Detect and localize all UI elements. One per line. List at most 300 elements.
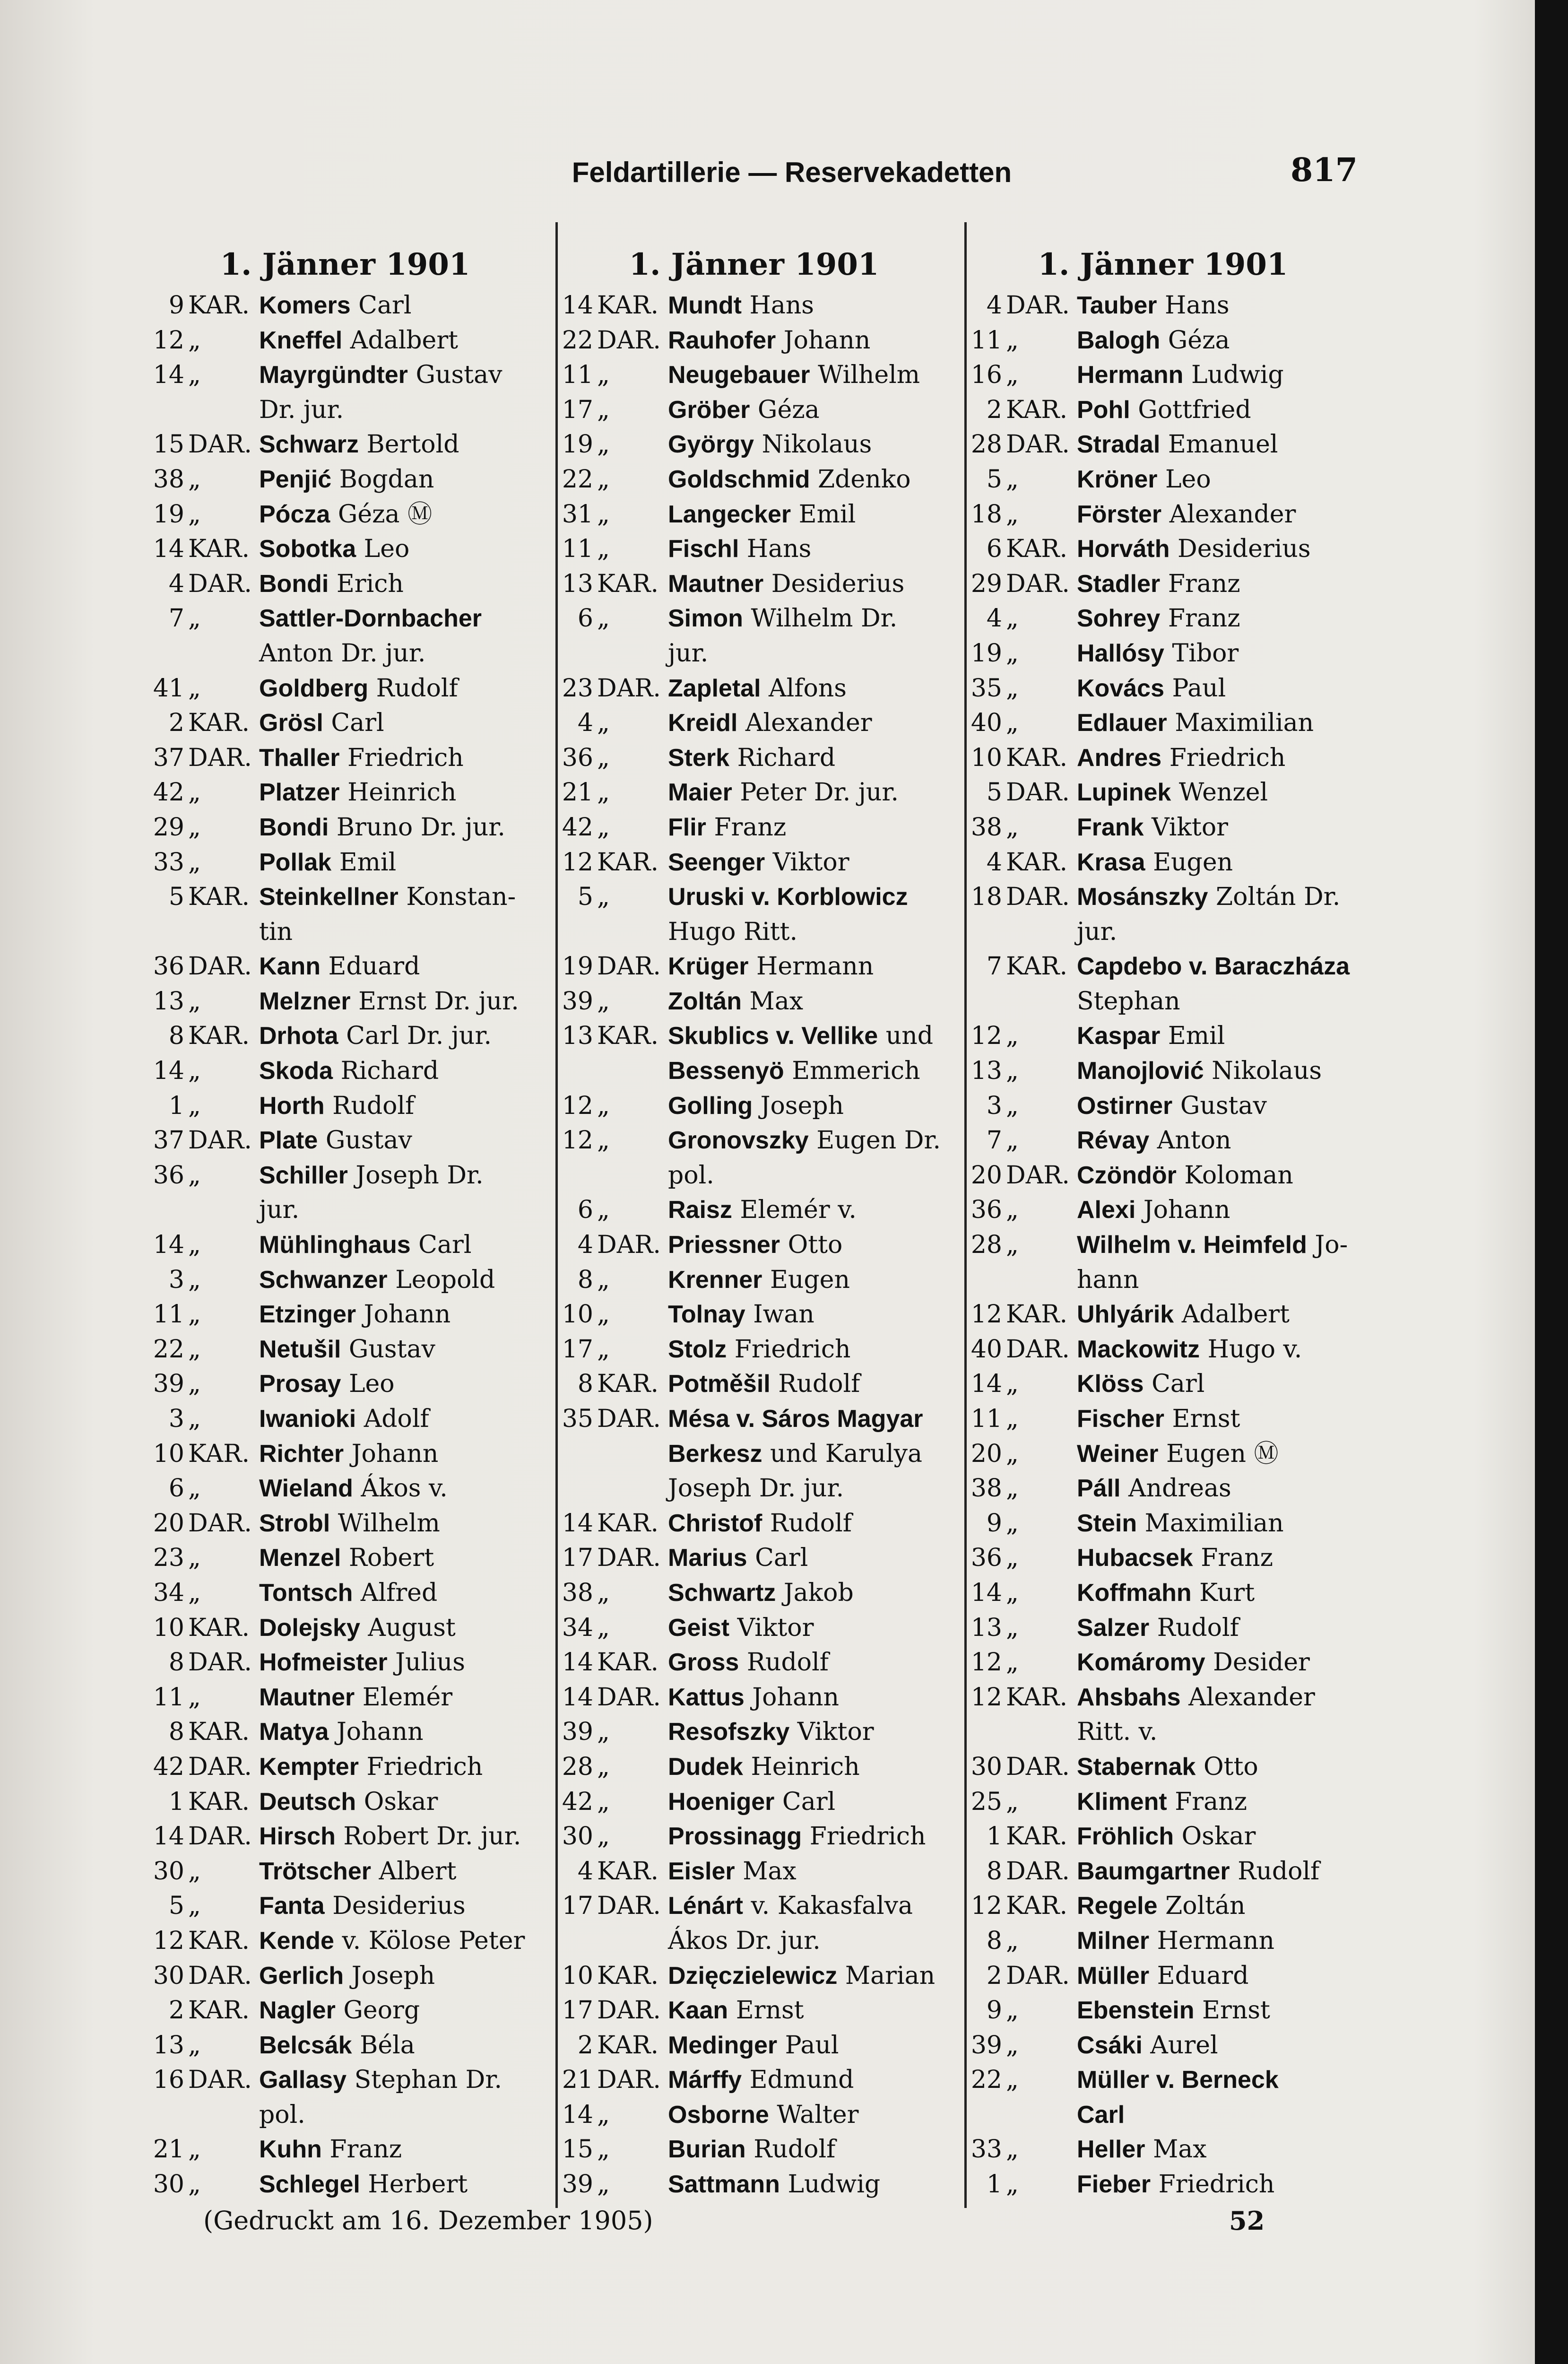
given-name: jur.	[1077, 917, 1118, 946]
surname: Richter	[259, 1440, 344, 1468]
cadet-name	[668, 1680, 957, 1715]
unit-number: 12	[970, 1892, 1002, 1921]
cadet-name	[1077, 636, 1366, 671]
unit-number: 9	[986, 1996, 1002, 2025]
list-item	[142, 2098, 548, 2133]
cadet-name	[668, 1889, 957, 1924]
given-name: und	[885, 1022, 933, 1051]
surname: Révay	[1077, 1127, 1150, 1155]
given-name: Desiderius	[771, 569, 905, 598]
cadet-name	[668, 1367, 957, 1402]
unit-number: 36	[562, 743, 593, 772]
cadet-name	[259, 845, 548, 880]
unit-number: 42	[153, 1752, 184, 1781]
list-item	[960, 810, 1366, 845]
list-item	[142, 1263, 548, 1298]
surname: Kaan	[668, 1997, 728, 2025]
unit-type: „	[188, 500, 201, 529]
cadet-name	[259, 1576, 548, 1611]
page-header: Feldartillerie — Reservekadetten	[572, 156, 1012, 188]
list-item	[551, 1193, 957, 1228]
unit-number: 22	[562, 326, 593, 355]
given-name: Alfred	[360, 1578, 438, 1607]
surname: Kovács	[1077, 674, 1164, 702]
surname: Simon	[668, 605, 743, 633]
cadet-name	[259, 671, 548, 706]
given-name: Gustav	[348, 1335, 435, 1364]
list-item	[551, 288, 957, 323]
unit-number: 10	[562, 1300, 593, 1329]
given-name: Carl	[755, 1544, 808, 1573]
surname: Gerlich	[259, 1962, 344, 1990]
given-name: Heinrich	[347, 778, 457, 807]
unit-type: „	[188, 361, 201, 390]
unit-type: KAR.	[188, 709, 250, 738]
unit-number: 13	[153, 2031, 184, 2060]
unit-number: 42	[562, 813, 593, 842]
unit-type: „	[188, 1857, 201, 1886]
unit-number: 14	[562, 1683, 593, 1712]
unit-type: „	[188, 465, 201, 494]
cadet-name	[668, 1854, 957, 1889]
cadet-name	[259, 775, 548, 810]
given-name: Franz	[1201, 1544, 1273, 1573]
cadet-name	[1077, 393, 1366, 428]
given-name: Ludwig	[788, 2170, 881, 2199]
unit-number: 14	[153, 1822, 184, 1851]
given-name: Aurel	[1150, 2031, 1218, 2060]
list-item	[551, 810, 957, 845]
unit-number	[551, 915, 593, 950]
cadet-name	[259, 358, 548, 393]
unit-type: „	[1006, 361, 1019, 390]
cadet-name	[1077, 2098, 1366, 2133]
cadet-name	[259, 1645, 548, 1680]
cadet-name	[668, 1541, 957, 1576]
list-item	[142, 741, 548, 776]
list-item	[960, 427, 1366, 462]
unit-type: „	[597, 778, 610, 807]
unit-number: 17	[562, 1996, 593, 2025]
unit-number: 13	[153, 987, 184, 1016]
given-name: Desider	[1213, 1648, 1310, 1677]
surname: Förster	[1077, 500, 1162, 528]
cadet-name	[1077, 845, 1366, 880]
surname: Berkesz	[668, 1440, 762, 1468]
unit-type: DAR.	[597, 1892, 661, 1921]
surname: Prossinagg	[668, 1823, 802, 1851]
cadet-name	[668, 1506, 957, 1541]
unit-number: 5	[577, 883, 593, 912]
unit-number: 2	[986, 395, 1002, 424]
cadet-name	[1077, 358, 1366, 393]
surname: Strobl	[259, 1509, 330, 1537]
unit-type: DAR.	[188, 1752, 252, 1781]
unit-type: „	[1006, 1996, 1019, 2025]
unit-type: KAR.	[597, 1648, 658, 1677]
cadet-name	[1077, 1959, 1366, 1994]
cadet-name	[259, 949, 548, 984]
unit-type: „	[188, 1057, 201, 1086]
list-item	[960, 706, 1366, 741]
cadet-name	[1077, 949, 1366, 984]
unit-type: „	[597, 1787, 610, 1816]
list-item	[960, 1680, 1366, 1715]
given-name: Max	[749, 987, 804, 1016]
unit-type: DAR.	[1006, 1161, 1070, 1190]
page-number: 817	[1291, 151, 1358, 189]
cadet-name	[1077, 1541, 1366, 1576]
unit-number: 28	[970, 430, 1002, 459]
given-name: Paul	[785, 2031, 839, 2060]
list-item	[551, 1889, 957, 1924]
given-name: Rudolf	[332, 1091, 415, 1120]
list-item	[142, 288, 548, 323]
cadet-name	[1077, 2132, 1366, 2167]
surname: Weiner	[1077, 1440, 1159, 1468]
unit-type: DAR.	[1006, 1961, 1070, 1990]
list-item	[551, 567, 957, 602]
unit-type: „	[1006, 1509, 1019, 1538]
unit-type: „	[597, 1822, 610, 1851]
unit-type: „	[188, 1335, 201, 1364]
cadet-name	[668, 845, 957, 880]
cadet-name	[1077, 1785, 1366, 1820]
surname: Mühlinghaus	[259, 1231, 411, 1259]
given-name: Rudolf	[778, 1370, 860, 1399]
surname: Frank	[1077, 813, 1144, 841]
given-name: Robert Dr. jur.	[343, 1822, 521, 1851]
given-name: Emil	[1168, 1022, 1225, 1051]
list-item	[142, 1645, 548, 1680]
unit-type: KAR.	[188, 1787, 250, 1816]
unit-type: „	[188, 778, 201, 807]
list-item	[142, 1541, 548, 1576]
list-item	[142, 393, 548, 428]
given-name: Géza	[1168, 326, 1230, 355]
list-item	[960, 1854, 1366, 1889]
given-name: Albert	[379, 1857, 457, 1886]
surname: Maier	[668, 779, 732, 807]
surname: Belcsák	[259, 2031, 352, 2059]
list-item	[960, 1158, 1366, 1193]
list-item	[142, 1158, 548, 1193]
unit-type	[184, 1193, 259, 1228]
given-name: Ernst Dr. jur.	[358, 987, 519, 1016]
unit-number: 7	[168, 604, 184, 633]
cadet-name	[259, 393, 548, 428]
list-item	[551, 1924, 957, 1959]
list-item	[142, 1576, 548, 1611]
unit-number: 36	[970, 1196, 1002, 1225]
list-item	[551, 1228, 957, 1263]
given-name: Hans	[746, 535, 812, 564]
list-item	[960, 323, 1366, 358]
unit-type: DAR.	[188, 1126, 252, 1155]
surname: Kempter	[259, 1753, 359, 1781]
surname: Seenger	[668, 848, 765, 876]
list-item	[142, 984, 548, 1019]
cadet-name	[1077, 1576, 1366, 1611]
surname: Resofszky	[668, 1718, 790, 1746]
given-name: August	[368, 1613, 456, 1642]
unit-number: 19	[562, 430, 593, 459]
cadet-name	[259, 1680, 548, 1715]
list-item	[960, 2132, 1366, 2167]
cadet-name	[259, 462, 548, 497]
given-name: Oskar	[1181, 1822, 1256, 1851]
surname: Mautner	[259, 1683, 355, 1711]
unit-number: 21	[562, 778, 593, 807]
unit-number: 23	[153, 1544, 184, 1573]
surname: Fanta	[259, 1892, 325, 1920]
list-item	[551, 1645, 957, 1680]
given-name: Stephan	[1077, 987, 1180, 1016]
list-item	[960, 462, 1366, 497]
list-item	[551, 984, 957, 1019]
unit-number: 3	[986, 1091, 1002, 1120]
list-item	[142, 1854, 548, 1889]
surname: Lupinek	[1077, 779, 1171, 807]
surname: Flir	[668, 813, 706, 841]
given-name: Julius	[395, 1648, 465, 1677]
surname: Uruski v. Korblowicz	[668, 883, 908, 911]
surname: Etzinger	[259, 1301, 356, 1329]
given-name: Emanuel	[1168, 430, 1278, 459]
list-item	[960, 288, 1366, 323]
unit-type: „	[1006, 1231, 1019, 1260]
surname: Lénárt	[668, 1892, 743, 1920]
cadet-name	[1077, 741, 1366, 776]
unit-number: 14	[970, 1578, 1002, 1607]
unit-type: KAR.	[1006, 535, 1067, 564]
unit-type: KAR.	[188, 1718, 250, 1747]
surname: Kaspar	[1077, 1022, 1161, 1050]
surname: Medinger	[668, 2031, 778, 2059]
unit-type: „	[188, 1091, 201, 1120]
unit-number: 11	[562, 361, 593, 390]
unit-number: 28	[562, 1752, 593, 1781]
cadet-name	[668, 1158, 957, 1193]
given-name: Joseph Dr. jur.	[668, 1474, 844, 1503]
entry-list	[960, 288, 1366, 2202]
surname: Stadler	[1077, 570, 1161, 598]
cadet-name	[259, 1959, 548, 1994]
cadet-name	[259, 741, 548, 776]
given-name: Nikolaus	[762, 430, 872, 459]
surname: Schwartz	[668, 1579, 776, 1607]
unit-number: 21	[562, 2066, 593, 2095]
list-item	[960, 845, 1366, 880]
unit-number: 18	[970, 883, 1002, 912]
cadet-name	[668, 288, 957, 323]
given-name: Jo-	[1315, 1231, 1348, 1260]
unit-number: 8	[577, 1370, 593, 1399]
unit-number: 29	[153, 813, 184, 842]
given-name: Alexander	[745, 709, 872, 738]
sheet-number: 52	[1229, 2206, 1265, 2236]
unit-number	[551, 1437, 593, 1472]
unit-number: 14	[153, 361, 184, 390]
surname: Kann	[259, 953, 321, 981]
given-name: Friedrich	[1158, 2170, 1275, 2199]
surname: Alexi	[1077, 1196, 1136, 1224]
unit-type: DAR.	[188, 430, 252, 459]
list-item	[551, 1367, 957, 1402]
unit-number: 33	[153, 848, 184, 877]
list-item	[142, 1019, 548, 1054]
unit-number: 10	[153, 1613, 184, 1642]
given-name: Friedrich	[809, 1822, 926, 1851]
given-name: jur.	[668, 639, 709, 668]
list-item	[960, 1367, 1366, 1402]
cadet-name	[259, 1889, 548, 1924]
cadet-name	[259, 706, 548, 741]
list-item	[960, 1611, 1366, 1646]
given-name: Ákos v.	[361, 1474, 448, 1503]
list-item	[960, 1785, 1366, 1820]
unit-type: „	[597, 1752, 610, 1781]
list-item	[142, 567, 548, 602]
unit-number: 15	[153, 430, 184, 459]
unit-type: „	[1006, 2135, 1019, 2164]
surname: Kröner	[1077, 465, 1158, 493]
unit-type: KAR.	[188, 883, 250, 912]
surname: Eisler	[668, 1857, 735, 1885]
list-item	[551, 358, 957, 393]
list-item	[551, 636, 957, 671]
given-name: Carl	[418, 1231, 472, 1260]
cadet-name	[668, 915, 957, 950]
unit-number: 36	[153, 952, 184, 981]
unit-type	[1002, 915, 1077, 950]
unit-type: KAR.	[1006, 1300, 1067, 1329]
given-name: Richard	[737, 743, 836, 772]
unit-number: 30	[970, 1752, 1002, 1781]
unit-type: „	[597, 1335, 610, 1364]
given-name: Georg	[343, 1996, 420, 2025]
surname: Melzner	[259, 987, 351, 1015]
unit-type: DAR.	[188, 743, 252, 772]
list-item	[960, 1228, 1366, 1263]
given-name: Ludwig	[1191, 361, 1284, 390]
given-name: Erich	[336, 569, 404, 598]
unit-number: 9	[986, 1509, 1002, 1538]
given-name: Eugen	[770, 1265, 850, 1294]
list-item	[551, 949, 957, 984]
surname: Stradal	[1077, 431, 1161, 459]
surname: Pócza	[259, 500, 330, 528]
list-item	[960, 949, 1366, 984]
unit-number: 13	[562, 1022, 593, 1051]
cadet-name	[668, 810, 957, 845]
unit-type: „	[597, 1265, 610, 1294]
surname: Kattus	[668, 1683, 745, 1711]
unit-number: 4	[577, 709, 593, 738]
list-item	[142, 1924, 548, 1959]
unit-number: 12	[562, 1091, 593, 1120]
unit-number: 4	[577, 1857, 593, 1886]
given-name: Bogdan	[339, 465, 434, 494]
unit-type: „	[188, 2031, 201, 2060]
unit-type: KAR.	[188, 1022, 250, 1051]
unit-number: 4	[986, 604, 1002, 633]
surname: Krüger	[668, 953, 749, 981]
unit-type: „	[1006, 1022, 1019, 1051]
surname: Kliment	[1077, 1788, 1167, 1816]
list-item	[551, 845, 957, 880]
given-name: Dr. jur.	[259, 395, 344, 424]
unit-number: 22	[153, 1335, 184, 1364]
given-name: Franz	[1168, 569, 1240, 598]
column-3	[960, 241, 1366, 2202]
unit-number: 14	[153, 1231, 184, 1260]
list-item	[142, 1402, 548, 1437]
unit-type: KAR.	[1006, 1683, 1067, 1712]
list-item	[551, 1332, 957, 1367]
surname: Dolejsky	[259, 1614, 360, 1642]
given-name: Géza	[757, 395, 820, 424]
unit-type: DAR.	[1006, 778, 1070, 807]
cadet-name	[668, 323, 957, 358]
given-name: Rudolf	[376, 674, 458, 703]
unit-number	[960, 984, 1002, 1019]
unit-number: 30	[562, 1822, 593, 1851]
unit-type: „	[1006, 326, 1019, 355]
surname: Platzer	[259, 779, 340, 807]
unit-type: „	[597, 1300, 610, 1329]
unit-number: 10	[153, 1439, 184, 1468]
list-item	[142, 636, 548, 671]
surname: Iwanioki	[259, 1405, 356, 1433]
cadet-name	[668, 2063, 957, 2098]
list-item	[960, 567, 1366, 602]
unit-number: 6	[577, 1196, 593, 1225]
surname: Dzięczielewicz	[668, 1962, 838, 1990]
unit-number: 19	[153, 500, 184, 529]
unit-number: 14	[970, 1370, 1002, 1399]
list-item	[142, 2167, 548, 2202]
list-item	[551, 1993, 957, 2028]
cadet-name	[259, 427, 548, 462]
surname: Schiller	[259, 1161, 348, 1189]
given-name: Friedrich	[734, 1335, 851, 1364]
cadet-name	[259, 532, 548, 567]
unit-type: „	[597, 2170, 610, 2199]
unit-number: 4	[986, 848, 1002, 877]
unit-number: 39	[562, 987, 593, 1016]
given-name: Konstan-	[406, 883, 516, 912]
unit-number	[960, 1263, 1002, 1298]
unit-number	[551, 1924, 593, 1959]
surname: Steinkellner	[259, 883, 398, 911]
cadet-name	[1077, 1993, 1366, 2028]
given-name: Alexander	[1188, 1683, 1315, 1712]
cadet-name	[259, 497, 548, 532]
list-item	[142, 497, 548, 532]
cadet-name	[259, 601, 548, 636]
unit-type: „	[188, 848, 201, 877]
list-item	[551, 2167, 957, 2202]
given-name: Elemér	[362, 1683, 453, 1712]
list-item	[142, 1785, 548, 1820]
unit-type: „	[188, 1683, 201, 1712]
given-name: Zoltán Dr.	[1215, 883, 1341, 912]
unit-number: 1	[168, 1787, 184, 1816]
cadet-name	[259, 1785, 548, 1820]
cadet-name	[668, 2167, 957, 2202]
unit-number: 17	[562, 1544, 593, 1573]
